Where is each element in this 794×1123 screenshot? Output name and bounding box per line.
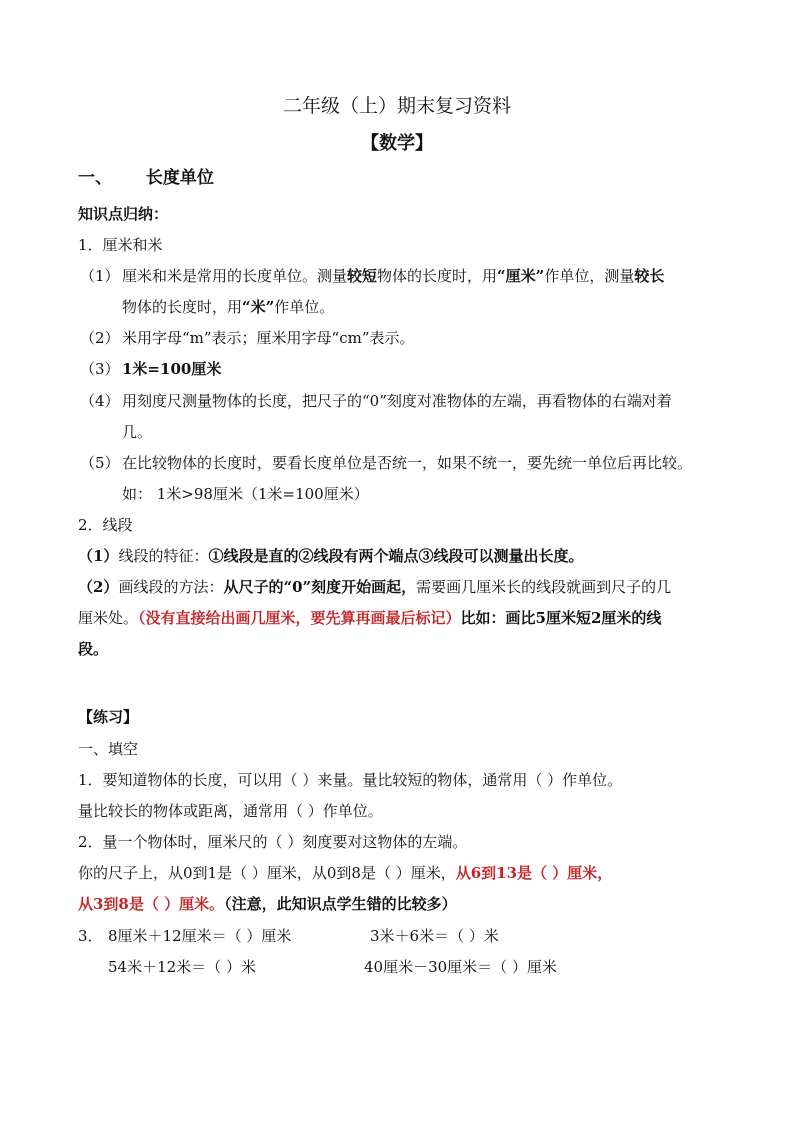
segment-feature-line: （1）线段的特征：①线段是直的②线段有两个端点③线段可以测量出长度。 <box>78 547 584 565</box>
subsection-title: 2．线段 <box>78 516 133 534</box>
list-item: 1米=100厘米 <box>122 360 222 378</box>
section-title: 长度单位 <box>145 168 214 188</box>
list-item: 厘米和米是常用的长度单位。测量较短物体的长度时，用“厘米”作单位，测量较长 <box>122 267 665 285</box>
question-1-continuation: 量比较长的物体或距离，通常用（ ）作单位。 <box>78 802 383 820</box>
item-number: （5） <box>80 454 120 472</box>
question-3-expression: 3米＋6米＝（ ）米 <box>370 927 499 945</box>
question-1: 1．要知道物体的长度，可以用（ ）来量。量比较短的物体，通常用（ ）作单位。 <box>78 771 623 789</box>
question-2: 2．量一个物体时，厘米尺的（ ）刻度要对这物体的左端。 <box>78 833 468 851</box>
fill-blank-title: 一、填空 <box>78 740 139 758</box>
question-3-expression: 54米＋12米＝（ ）米 <box>108 958 256 976</box>
list-item: 米用字母“m”表示；厘米用字母“cm”表示。 <box>122 329 415 347</box>
question-3-expression: 40厘米－30厘米＝（ ）厘米 <box>364 958 557 976</box>
list-item-continuation: 如： 1米>98厘米（1米=100厘米） <box>122 485 369 503</box>
subject-heading: 【数学】 <box>361 133 433 154</box>
knowledge-title: 知识点归纳： <box>78 205 169 223</box>
section-heading <box>78 168 214 188</box>
item-number: （4） <box>80 392 120 410</box>
segment-method-line: （2）画线段的方法：从尺子的“0”刻度开始画起，需要画几厘米长的线段就画到尺子的几 <box>78 578 672 596</box>
item-number: （3） <box>80 360 120 378</box>
document-title: 二年级（上）期末复习资料 <box>282 95 511 117</box>
item-number: （2） <box>80 329 120 347</box>
list-item-continuation: 物体的长度时，用“米”作单位。 <box>122 298 335 316</box>
question-3-expression: 8厘米＋12厘米＝（ ）厘米 <box>108 927 292 945</box>
question-3-number: 3． <box>78 927 103 945</box>
list-item-continuation: 几。 <box>122 423 153 441</box>
list-item: 用刻度尺测量物体的长度，把尺子的“0”刻度对准物体的左端，再看物体的右端对着 <box>122 392 672 410</box>
segment-method-continuation: 厘米处。（没有直接给出画几厘米，要先算再画最后标记）比如：画比5厘米短2厘米的线 <box>78 609 662 627</box>
question-2-ruler: 你的尺子上，从0到1是（ ）厘米，从0到8是（ ）厘米，从6到13是（ ）厘米， <box>78 864 613 882</box>
question-2-ruler-continuation: 从3到8是（ ）厘米。（注意，此知识点学生错的比较多） <box>78 895 457 913</box>
section-number: 一、 <box>78 168 112 188</box>
practice-title: 【练习】 <box>78 708 139 726</box>
item-number: （1） <box>80 267 120 285</box>
segment-method-end: 段。 <box>78 640 109 658</box>
list-item: 在比较物体的长度时，要看长度单位是否统一，如果不统一，要先统一单位后再比较。 <box>122 454 693 472</box>
subsection-title: 1．厘米和米 <box>78 236 163 254</box>
